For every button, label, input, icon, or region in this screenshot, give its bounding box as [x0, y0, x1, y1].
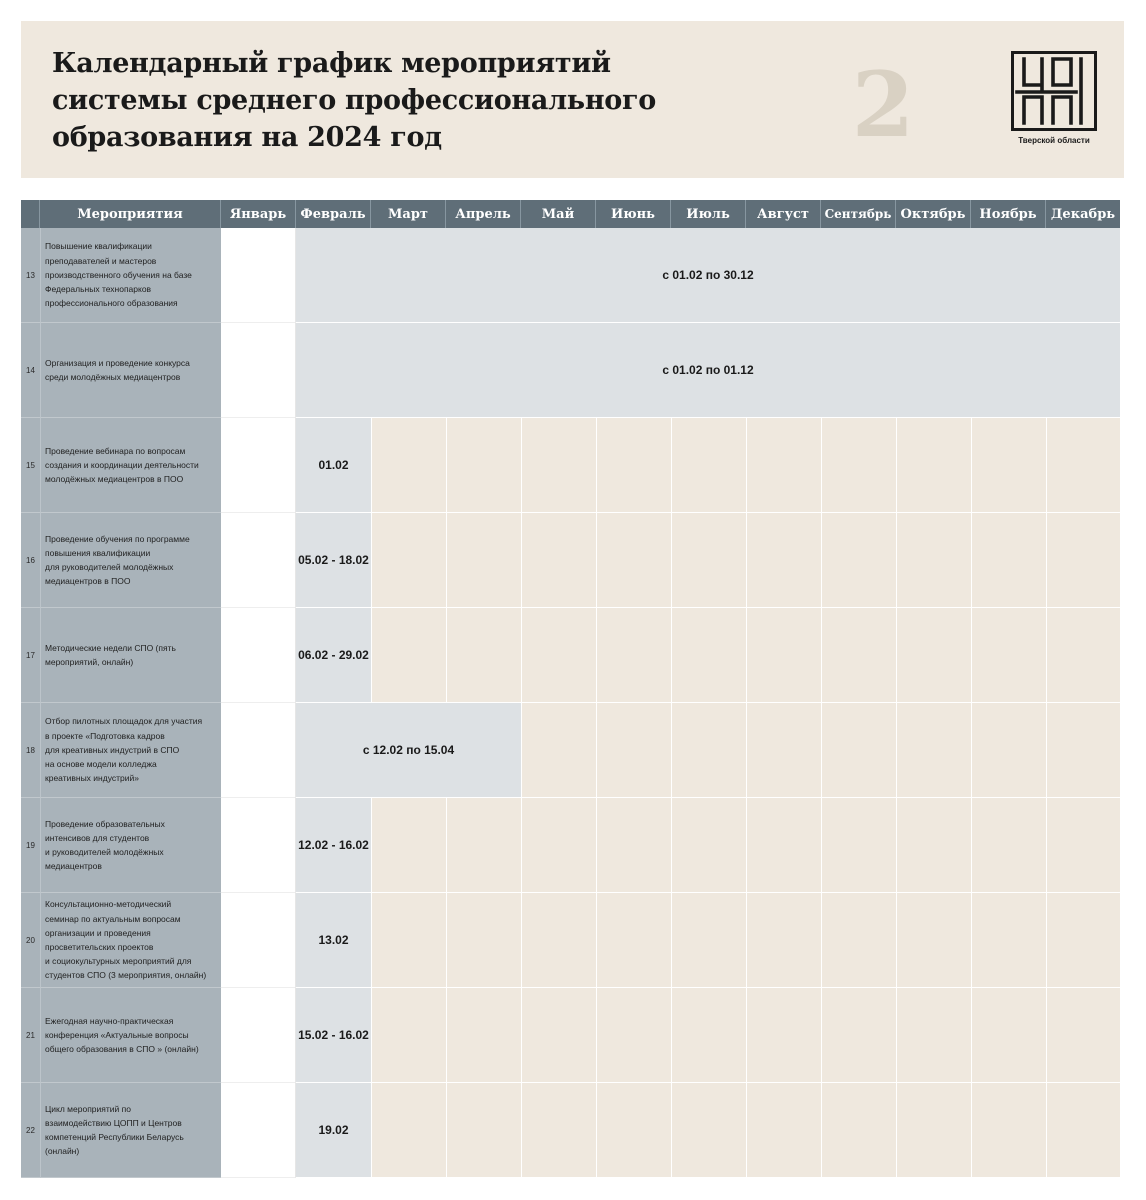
- logo: [1011, 51, 1097, 151]
- empty-month-cell: [521, 703, 596, 798]
- empty-month-cell: [971, 988, 1046, 1083]
- january-cell: [221, 418, 296, 513]
- event-name-line: общего образования в СПО » (онлайн): [45, 1044, 199, 1055]
- row-number: 19: [21, 798, 40, 893]
- title-line: системы среднего профессионального: [52, 85, 656, 116]
- january-cell: [221, 608, 296, 703]
- column-header-july: Июль: [671, 200, 746, 228]
- column-header-events: Мероприятия: [40, 200, 221, 228]
- empty-month-cell: [896, 988, 971, 1083]
- schedule-period: 15.02 - 16.02: [296, 988, 371, 1083]
- empty-month-cell: [896, 513, 971, 608]
- event-name-line: преподавателей и мастеров: [45, 255, 157, 266]
- event-name-text: [45, 817, 165, 874]
- event-name: [40, 1083, 221, 1178]
- header-number-cell: [21, 200, 40, 228]
- empty-month-cell: [971, 513, 1046, 608]
- empty-month-cell: [596, 608, 671, 703]
- empty-month-cell: [746, 798, 821, 893]
- event-name-line: и руководителей молодёжных: [45, 847, 164, 857]
- schedule-period: с 01.02 по 30.12: [296, 228, 1120, 323]
- event-name: [40, 703, 221, 798]
- january-cell: [221, 893, 296, 988]
- row-number: 13: [21, 228, 40, 323]
- column-header-february: Февраль: [296, 200, 371, 228]
- event-name-line: Отбор пилотных площадок для участия: [45, 716, 203, 727]
- empty-month-cell: [671, 893, 746, 988]
- event-name-text: [45, 356, 190, 384]
- empty-month-cell: [371, 513, 446, 608]
- january-cell: [221, 1083, 296, 1178]
- title-line: образования на 2024 год: [52, 122, 442, 153]
- schedule-period: 12.02 - 16.02: [296, 798, 371, 893]
- schedule-table: [21, 200, 1124, 1178]
- empty-month-cell: [896, 1083, 971, 1178]
- empty-month-cell: [446, 988, 521, 1083]
- event-name-line: производственного обучения на базе: [45, 269, 192, 280]
- event-name-line: Повышение квалификации: [45, 241, 152, 252]
- empty-month-cell: [371, 1083, 446, 1178]
- empty-month-cell: [1046, 513, 1120, 608]
- empty-month-cell: [971, 418, 1046, 513]
- empty-month-cell: [971, 608, 1046, 703]
- column-header-april: Апрель: [446, 200, 521, 228]
- january-cell: [221, 513, 296, 608]
- event-name: [40, 418, 221, 513]
- row-number: 18: [21, 703, 40, 798]
- page-title: [52, 45, 656, 156]
- empty-month-cell: [821, 513, 896, 608]
- event-name: [40, 988, 221, 1083]
- column-header-november: Ноябрь: [971, 200, 1046, 228]
- empty-month-cell: [671, 988, 746, 1083]
- schedule-period: 05.02 - 18.02: [296, 513, 371, 608]
- empty-month-cell: [671, 513, 746, 608]
- logo-subtitle: Тверской области: [1018, 136, 1090, 145]
- event-name-line: на основе модели колледжа: [45, 759, 157, 770]
- event-name-line: Проведение образовательных: [45, 818, 165, 829]
- column-header-september: Сентябрь: [821, 200, 896, 228]
- empty-month-cell: [596, 1083, 671, 1178]
- empty-month-cell: [596, 513, 671, 608]
- empty-month-cell: [746, 893, 821, 988]
- row-number: 22: [21, 1083, 40, 1178]
- event-name: [40, 228, 221, 323]
- event-name-text: [45, 1102, 184, 1159]
- title-line: Календарный график мероприятий: [52, 48, 611, 79]
- empty-month-cell: [1046, 1083, 1120, 1178]
- event-name-line: Организация и проведение конкурса: [45, 357, 190, 368]
- event-name-line: семинар по актуальным вопросам: [45, 913, 181, 924]
- empty-month-cell: [971, 1083, 1046, 1178]
- empty-month-cell: [821, 988, 896, 1083]
- event-name-text: [45, 532, 190, 589]
- event-name: [40, 798, 221, 893]
- header-banner: [21, 21, 1124, 178]
- empty-month-cell: [371, 798, 446, 893]
- event-name-line: организации и проведения: [45, 927, 151, 938]
- empty-month-cell: [446, 1083, 521, 1178]
- schedule-period: с 01.02 по 01.12: [296, 323, 1120, 418]
- empty-month-cell: [521, 418, 596, 513]
- event-name-line: Методические недели СПО (пять: [45, 642, 176, 653]
- empty-month-cell: [896, 703, 971, 798]
- event-name-line: просветительских проектов: [45, 942, 154, 952]
- event-name-line: создания и координации деятельности: [45, 459, 199, 470]
- page-number: 2: [851, 52, 915, 158]
- empty-month-cell: [821, 798, 896, 893]
- empty-month-cell: [746, 988, 821, 1083]
- event-name-line: студентов СПО (3 мероприятия, онлайн): [45, 970, 207, 981]
- empty-month-cell: [521, 798, 596, 893]
- empty-month-cell: [671, 608, 746, 703]
- row-number: 20: [21, 893, 40, 988]
- january-cell: [221, 988, 296, 1083]
- schedule-period: 06.02 - 29.02: [296, 608, 371, 703]
- event-name-line: взаимодействию ЦОПП и Центров: [45, 1117, 182, 1128]
- event-name-line: Цикл мероприятий по: [45, 1103, 131, 1114]
- empty-month-cell: [446, 418, 521, 513]
- empty-month-cell: [971, 703, 1046, 798]
- row-number: 21: [21, 988, 40, 1083]
- empty-month-cell: [1046, 798, 1120, 893]
- empty-month-cell: [371, 418, 446, 513]
- empty-month-cell: [671, 1083, 746, 1178]
- column-header-june: Июнь: [596, 200, 671, 228]
- column-header-december: Декабрь: [1046, 200, 1120, 228]
- row-number: 14: [21, 323, 40, 418]
- empty-month-cell: [596, 418, 671, 513]
- event-name-text: [45, 1014, 199, 1057]
- event-name-line: Федеральных технопарков: [45, 284, 152, 295]
- empty-month-cell: [596, 703, 671, 798]
- logo-letters-icon: [1014, 54, 1094, 128]
- empty-month-cell: [521, 1083, 596, 1178]
- empty-month-cell: [1046, 418, 1120, 513]
- event-name-text: [45, 714, 202, 785]
- empty-month-cell: [1046, 703, 1120, 798]
- empty-month-cell: [521, 608, 596, 703]
- empty-month-cell: [671, 798, 746, 893]
- column-header-october: Октябрь: [896, 200, 971, 228]
- empty-month-cell: [746, 418, 821, 513]
- event-name-line: интенсивов для студентов: [45, 832, 150, 843]
- event-name: [40, 513, 221, 608]
- event-name-line: креативных индустрий»: [45, 773, 139, 784]
- empty-month-cell: [746, 1083, 821, 1178]
- row-number: 16: [21, 513, 40, 608]
- event-name-text: [45, 897, 206, 982]
- column-header-august: Август: [746, 200, 821, 228]
- empty-month-cell: [371, 608, 446, 703]
- event-name-line: медиацентров: [45, 861, 102, 872]
- empty-month-cell: [746, 703, 821, 798]
- empty-month-cell: [971, 893, 1046, 988]
- event-name-line: профессионального образования: [45, 298, 178, 309]
- empty-month-cell: [821, 418, 896, 513]
- empty-month-cell: [446, 798, 521, 893]
- event-name-line: (онлайн): [45, 1146, 80, 1157]
- row-number: 17: [21, 608, 40, 703]
- empty-month-cell: [821, 1083, 896, 1178]
- empty-month-cell: [596, 893, 671, 988]
- empty-month-cell: [1046, 893, 1120, 988]
- empty-month-cell: [746, 513, 821, 608]
- event-name-text: [45, 239, 192, 310]
- schedule-period: с 12.02 по 15.04: [296, 703, 521, 798]
- event-name-line: молодёжных медиацентров в ПОО: [45, 474, 184, 485]
- empty-month-cell: [521, 513, 596, 608]
- empty-month-cell: [371, 988, 446, 1083]
- event-name-line: в проекте «Подготовка кадров: [45, 730, 165, 741]
- empty-month-cell: [971, 798, 1046, 893]
- event-name-line: среди молодёжных медиацентров: [45, 372, 181, 382]
- january-cell: [221, 228, 296, 323]
- event-name-line: для креативных индустрий в СПО: [45, 744, 180, 755]
- empty-month-cell: [896, 798, 971, 893]
- row-number: 15: [21, 418, 40, 513]
- empty-month-cell: [896, 893, 971, 988]
- empty-month-cell: [1046, 988, 1120, 1083]
- column-header-january: Январь: [221, 200, 296, 228]
- event-name-line: повышения квалификации: [45, 547, 151, 558]
- empty-month-cell: [821, 608, 896, 703]
- event-name-text: [45, 444, 199, 487]
- empty-month-cell: [446, 893, 521, 988]
- empty-month-cell: [446, 608, 521, 703]
- schedule-period: 19.02: [296, 1083, 371, 1178]
- empty-month-cell: [671, 418, 746, 513]
- empty-month-cell: [896, 608, 971, 703]
- empty-month-cell: [1046, 608, 1120, 703]
- empty-month-cell: [821, 703, 896, 798]
- event-name-text: [45, 641, 176, 669]
- empty-month-cell: [821, 893, 896, 988]
- empty-month-cell: [596, 798, 671, 893]
- schedule-period: 01.02: [296, 418, 371, 513]
- event-name-line: Проведение вебинара по вопросам: [45, 445, 186, 456]
- january-cell: [221, 703, 296, 798]
- event-name-line: Ежегодная научно-практическая: [45, 1015, 174, 1026]
- column-header-march: Март: [371, 200, 446, 228]
- event-name-line: медиацентров в ПОО: [45, 576, 131, 587]
- january-cell: [221, 798, 296, 893]
- schedule-period: 13.02: [296, 893, 371, 988]
- empty-month-cell: [596, 988, 671, 1083]
- column-header-may: Май: [521, 200, 596, 228]
- event-name-line: конференция «Актуальные вопросы: [45, 1029, 189, 1040]
- empty-month-cell: [746, 608, 821, 703]
- empty-month-cell: [521, 988, 596, 1083]
- event-name-line: Проведение обучения по программе: [45, 533, 190, 544]
- event-name-line: Консультационно-методический: [45, 899, 172, 910]
- empty-month-cell: [671, 703, 746, 798]
- empty-month-cell: [446, 513, 521, 608]
- empty-month-cell: [896, 418, 971, 513]
- empty-month-cell: [521, 893, 596, 988]
- event-name: [40, 323, 221, 418]
- january-cell: [221, 323, 296, 418]
- event-name: [40, 893, 221, 988]
- event-name-line: компетенций Республики Беларусь: [45, 1132, 184, 1142]
- event-name-line: для руководителей молодёжных: [45, 562, 174, 572]
- empty-month-cell: [371, 893, 446, 988]
- event-name: [40, 608, 221, 703]
- logo-mark: [1011, 51, 1097, 131]
- event-name-line: мероприятий, онлайн): [45, 657, 134, 667]
- event-name-line: и социокультурных мероприятий для: [45, 956, 192, 967]
